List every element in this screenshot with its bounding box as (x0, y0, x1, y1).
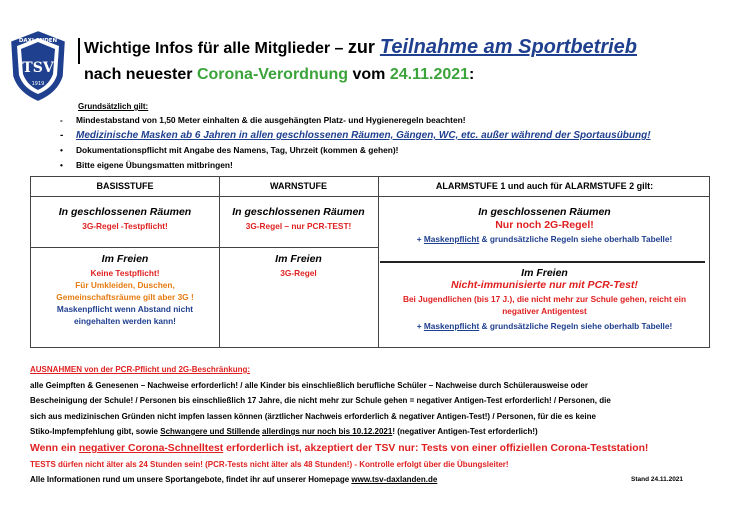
basis-outdoor-line: eingehalten werden kann! (74, 316, 176, 326)
warn-indoor-rule: 3G-Regel – nur PCR-TEST! (245, 221, 352, 231)
negative-test-notice: Wenn ein negativer Corona-Schnelltest erforderlich ist, akzeptiert der TSV nur: Tests von einer offiziellen Corona-Teststation! (30, 443, 649, 454)
stand-date: Stand 24.11.2021 (631, 476, 684, 483)
title-zur: zur (347, 37, 380, 57)
exceptions-line: sich aus medizinischen Gründen nicht impfen lassen können (ärztlicher Nachweis erforderlich & negativer Antigen-Test!) / Personen, für die es keine (30, 411, 596, 421)
alarm-outdoor-line: negativer Antigentest (502, 306, 587, 316)
alarm-outdoor (378, 267, 711, 332)
rule-item: • Dokumentationspflicht mit Angabe des Namens, Tag, Uhrzeit (kommen & gehen)! (60, 145, 399, 155)
exceptions-line: alle Geimpften & Genesenen – Nachweise erforderlich! / alle Kinder bis einschließlich berufliche Schüler – Nachweise durch Schülerausweise oder (30, 380, 588, 390)
table-divider (31, 247, 378, 248)
logo-top-text: DAXLANDEN (18, 38, 58, 44)
exceptions-line: Stiko-Impfempfehlung gibt, sowie Schwangere und Stillende allerdings nur noch bis 10.12.2021! (negativer Antigen-Test erforderlich!) (30, 427, 538, 436)
header-basisstufe: BASISSTUFE (96, 181, 154, 191)
warn-outdoor-title: Im Freien (275, 253, 322, 265)
alarm-outdoor-line: Bei Jugendlichen (bis 17 J.), die nicht mehr zur Schule gehen, reicht ein (402, 294, 687, 304)
title2-green: Corona-Verordnung (196, 66, 349, 83)
alarm-outdoor-mask-line: + Maskenpflicht & grundsätzliche Regeln siehe oberhalb Tabelle! (416, 321, 673, 331)
title-accent-bar (78, 38, 80, 64)
warn-outdoor-rule: 3G-Regel (280, 268, 317, 278)
header-warnstufe: WARNSTUFE (270, 181, 327, 191)
title2-prefix: nach neuester (84, 66, 197, 83)
general-rules-heading: Grundsätzlich gilt: (78, 102, 149, 111)
header-alarmstufe: ALARMSTUFE 1 und auch für ALARMSTUFE 2 gilt: (435, 181, 654, 191)
basis-outdoor (31, 253, 219, 327)
logo-year: 1919 (31, 81, 45, 87)
warn-outdoor (219, 253, 378, 279)
warn-indoor (219, 206, 378, 232)
exceptions-section (30, 362, 720, 440)
tsv-daxlanden-logo (9, 30, 67, 102)
rule-item: - Mindestabstand von 1,50 Meter einhalten & die ausgehängten Platz- und Hygieneregeln beachten! (60, 115, 466, 125)
rule-item: • Bitte eigene Übungsmatten mitbringen! (60, 160, 233, 170)
alarm-indoor-rule: Nur noch 2G-Regel! (495, 219, 594, 231)
basis-indoor-rule: 3G-Regel -Testpflicht! (82, 221, 168, 231)
basis-outdoor-line: Keine Testpflicht! (90, 268, 160, 278)
general-rules-list (60, 113, 651, 173)
basis-outdoor-line: Maskenpflicht wenn Abstand nicht (56, 304, 194, 314)
alarm-indoor (378, 206, 711, 245)
basis-outdoor-title: Im Freien (101, 253, 149, 265)
homepage-link[interactable]: www.tsv-daxlanden.de (351, 475, 438, 484)
alarm-indoor-mask-line: + Maskenpflicht & grundsätzliche Regeln siehe oberhalb Tabelle! (416, 234, 673, 244)
alarm-indoor-title: In geschlossenen Räumen (478, 206, 611, 218)
tests-validity-note: TESTS dürfen nicht älter als 24 Stunden sein! (PCR-Tests nicht älter als 48 Stunden!) - Kontrolle erfolgt über die Übungsleiter! (30, 460, 509, 469)
exceptions-line: Bescheinigung der Schule! / Personen bis einschließlich 17 Jahre, die nicht mehr zur Schule gehen = negativer Antigen-Test erforderlich! / Personen, die (30, 396, 611, 405)
title2-mid: vom (348, 66, 390, 83)
table-divider (31, 196, 709, 197)
exceptions-heading: AUSNAHMEN von der PCR-Pflicht und 2G-Beschränkung: (30, 365, 251, 374)
negative-test-link: negativer Corona-Schnelltest (78, 443, 224, 454)
table-divider (380, 261, 705, 263)
title-line-1 (84, 36, 637, 59)
rules-table (30, 176, 710, 348)
title-line-2 (84, 66, 474, 84)
basis-indoor (31, 206, 219, 232)
basis-outdoor-line: Für Umkleiden, Duschen, (75, 280, 175, 290)
basis-outdoor-line: Gemeinschaftsräume gilt aber 3G ! (56, 292, 194, 302)
alarm-outdoor-rule: Nicht-immunisierte nur mit PCR-Test! (451, 279, 638, 291)
title2-date: 24.11.2021 (389, 66, 470, 83)
title2-suffix: : (469, 66, 475, 83)
title-emphasis: Teilnahme am Sportbetrieb (379, 36, 637, 58)
logo-monogram: TSV (22, 60, 54, 76)
alarm-outdoor-title: Im Freien (521, 267, 568, 279)
title-prefix: Wichtige Infos für alle Mitglieder – (84, 40, 348, 57)
homepage-info: Alle Informationen rund um unsere Sportangebote, findet ihr auf unserer Homepage www.tsv-daxlanden.de (30, 475, 438, 484)
rule-item-mask: - Medizinische Masken ab 6 Jahren in allen geschlossenen Räumen, Gängen, WC, etc. außer während der Sportausübung! (60, 130, 651, 141)
warn-indoor-title: In geschlossenen Räumen (232, 206, 365, 218)
basis-indoor-title: In geschlossenen Räumen (58, 206, 192, 218)
